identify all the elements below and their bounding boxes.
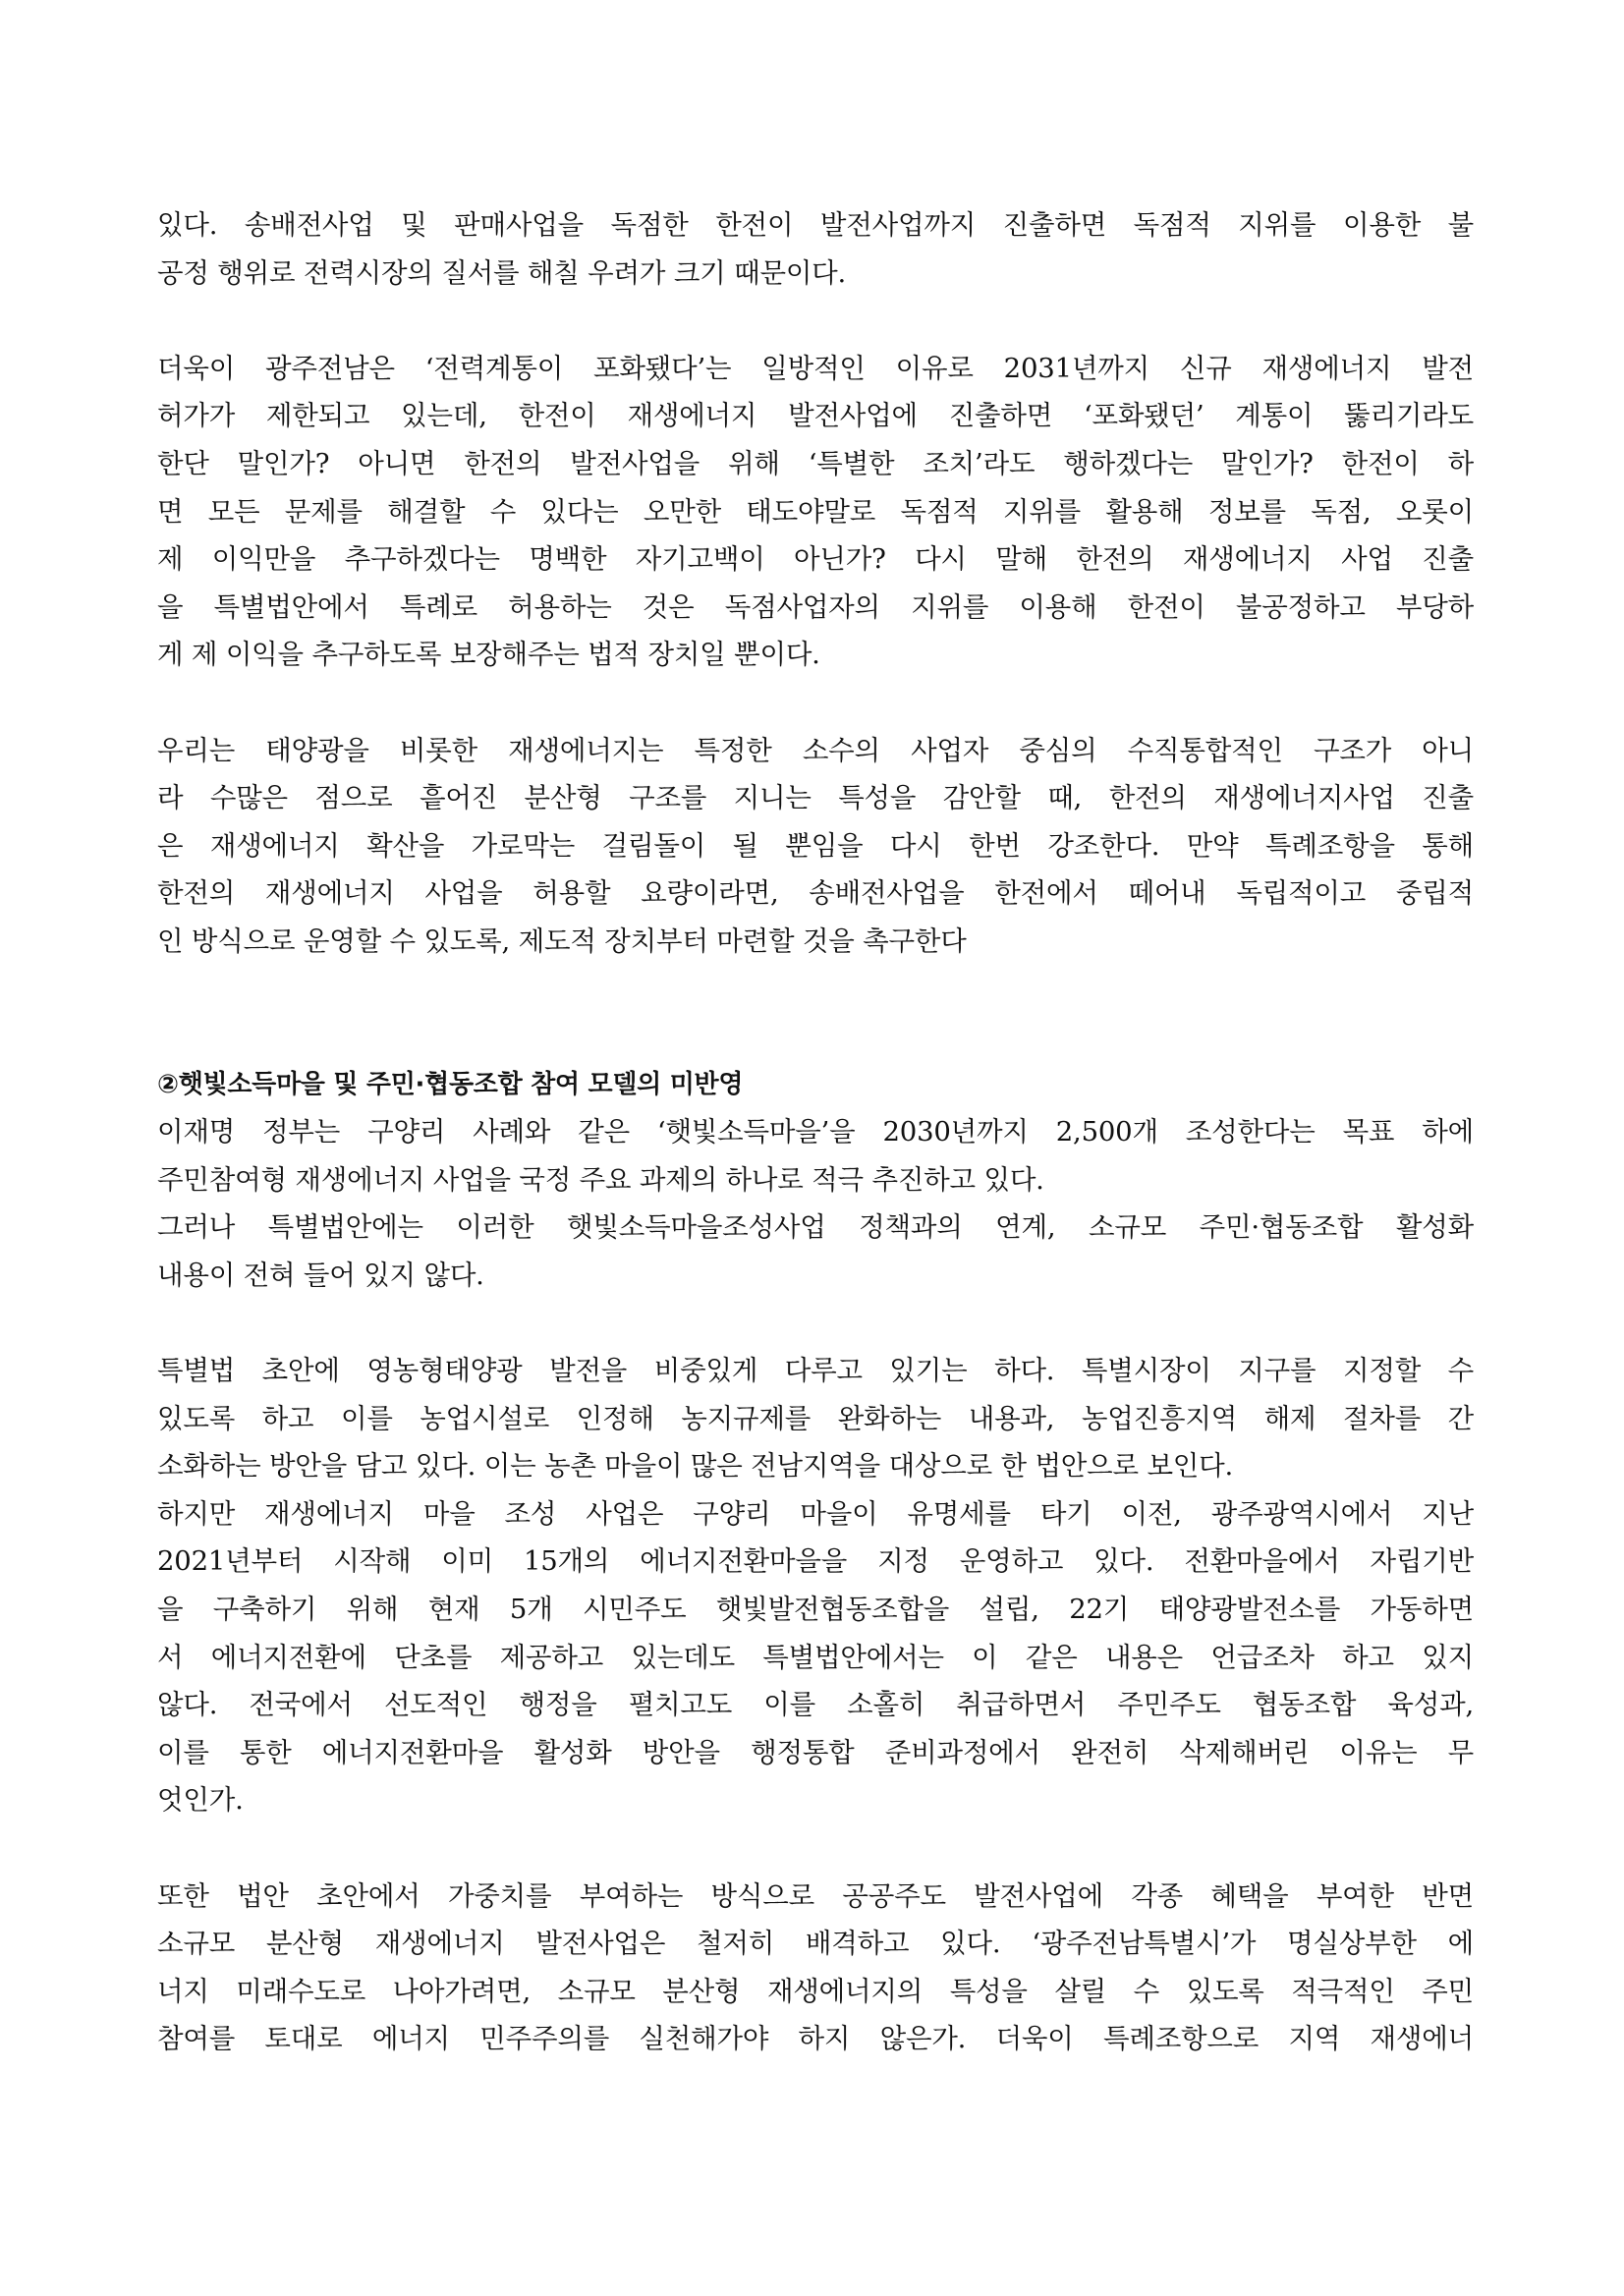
paragraph-sunlight-income-village	[157, 1108, 1474, 1299]
text-line: 을 특별법안에서 특례로 허용하는 것은 독점사업자의 지위를 이용해 한전이 불공정하고 부당하	[157, 590, 1474, 623]
text-line: 소규모 분산형 재생에너지 발전사업은 철저히 배격하고 있다. ‘광주전남특별시’가 명실상부한 에	[157, 1928, 1474, 1960]
paragraph-distributed-structure	[157, 727, 1474, 966]
text-line: 서 에너지전환에 단초를 제공하고 있는데도 특별법안에서는 이 같은 내용은 언급조차 하고 있지	[157, 1641, 1474, 1673]
paragraph-energy-democracy	[157, 1873, 1474, 2063]
document-page	[157, 201, 1474, 2063]
text-line: 또한 법안 초안에서 가중치를 부여하는 방식으로 공공주도 발전사업에 각종 혜택을 부여한 반면	[157, 1879, 1474, 1912]
text-line: 한단 말인가? 아니면 한전의 발전사업을 위해 ‘특별한 조치’라도 행하겠다는 말인가? 한전이 하	[157, 447, 1474, 479]
text-line: 그러나 특별법안에는 이러한 햇빛소득마을조성사업 정책과의 연계, 소규모 주민·협동조합 활성화	[157, 1211, 1474, 1244]
text-line: 하지만 재생에너지 마을 조성 사업은 구양리 마을이 유명세를 타기 이전, 광주광역시에서 지난	[157, 1497, 1474, 1530]
paragraph-agrivoltaics	[157, 1347, 1474, 1824]
text-line: 우리는 태양광을 비롯한 재생에너지는 특정한 소수의 사업자 중심의 수직통합적인 구조가 아니	[157, 734, 1474, 766]
text-line: 이를 통한 에너지전환마을 활성화 방안을 행정통합 준비과정에서 완전히 삭제해버린 이유는 무	[157, 1736, 1474, 1768]
text-line: 더욱이 광주전남은 ‘전력계통이 포화됐다’는 일방적인 이유로 2031년까지 신규 재생에너지 발전	[157, 352, 1474, 384]
text-line: 있다. 송배전사업 및 판매사업을 독점한 한전이 발전사업까지 진출하면 독점적 지위를 이용한 불	[157, 209, 1474, 241]
text-line: 주민참여형 재생에너지 사업을 국정 주요 과제의 하나로 적극 추진하고 있다.	[157, 1163, 1044, 1196]
text-line: 소화하는 방안을 담고 있다. 이는 농촌 마을이 많은 전남지역을 대상으로 한 법안으로 보인다.	[157, 1450, 1234, 1483]
text-line: 이재명 정부는 구양리 사례와 같은 ‘햇빛소득마을’을 2030년까지 2,500개 조성한다는 목표 하에	[157, 1116, 1474, 1148]
text-line: 인 방식으로 운영할 수 있도록, 제도적 장치부터 마련할 것을 촉구한다	[157, 924, 967, 957]
text-line: 라 수많은 점으로 흩어진 분산형 구조를 지니는 특성을 감안할 때, 한전의 재생에너지사업 진출	[157, 782, 1474, 814]
text-line: 내용이 전혀 들어 있지 않다.	[157, 1259, 484, 1291]
text-line: 게 제 이익을 추구하도록 보장해주는 법적 장치일 뿐이다.	[157, 639, 820, 671]
text-line: 공정 행위로 전력시장의 질서를 해칠 우려가 크기 때문이다.	[157, 256, 847, 289]
text-line: 한전의 재생에너지 사업을 허용할 요량이라면, 송배전사업을 한전에서 떼어내 독립적이고 중립적	[157, 877, 1474, 910]
text-line: 은 재생에너지 확산을 가로막는 걸림돌이 될 뿐임을 다시 한번 강조한다. 만약 특례조항을 통해	[157, 829, 1474, 862]
text-line: 2021년부터 시작해 이미 15개의 에너지전환마을을 지정 운영하고 있다. 전환마을에서 자립기반	[157, 1545, 1474, 1578]
text-line: 제 이익만을 추구하겠다는 명백한 자기고백이 아닌가? 다시 말해 한전의 재생에너지 사업 진출	[157, 543, 1474, 576]
text-line: 있도록 하고 이를 농업시설로 인정해 농지규제를 완화하는 내용과, 농업진흥지역 해제 절차를 간	[157, 1402, 1474, 1434]
text-line: 않다. 전국에서 선도적인 행정을 펼치고도 이를 소홀히 취급하면서 주민주도 협동조합 육성과,	[157, 1689, 1474, 1721]
text-line: 너지 미래수도로 나아가려면, 소규모 분산형 재생에너지의 특성을 살릴 수 있도록 적극적인 주민	[157, 1975, 1474, 2007]
paragraph-grid-saturation	[157, 345, 1474, 679]
text-line: 엇인가.	[157, 1784, 244, 1817]
text-line: 을 구축하기 위해 현재 5개 시민주도 햇빛발전협동조합을 설립, 22기 태양광발전소를 가동하면	[157, 1594, 1474, 1626]
text-line: 허가가 제한되고 있는데, 한전이 재생에너지 발전사업에 진출하면 ‘포화됐던’ 계통이 뚫리기라도	[157, 400, 1474, 432]
section-heading: ②햇빛소득마을 및 주민·협동조합 참여 모델의 미반영	[157, 1069, 744, 1099]
text-line: 특별법 초안에 영농형태양광 발전을 비중있게 다루고 있기는 하다. 특별시장이 지구를 지정할 수	[157, 1355, 1474, 1387]
text-line: 면 모든 문제를 해결할 수 있다는 오만한 태도야말로 독점적 지위를 활용해 정보를 독점, 오롯이	[157, 495, 1474, 528]
text-line: 참여를 토대로 에너지 민주주의를 실천해가야 하지 않은가. 더욱이 특례조항으로 지역 재생에너	[157, 2023, 1474, 2055]
paragraph-kepco-monopoly	[157, 201, 1474, 297]
